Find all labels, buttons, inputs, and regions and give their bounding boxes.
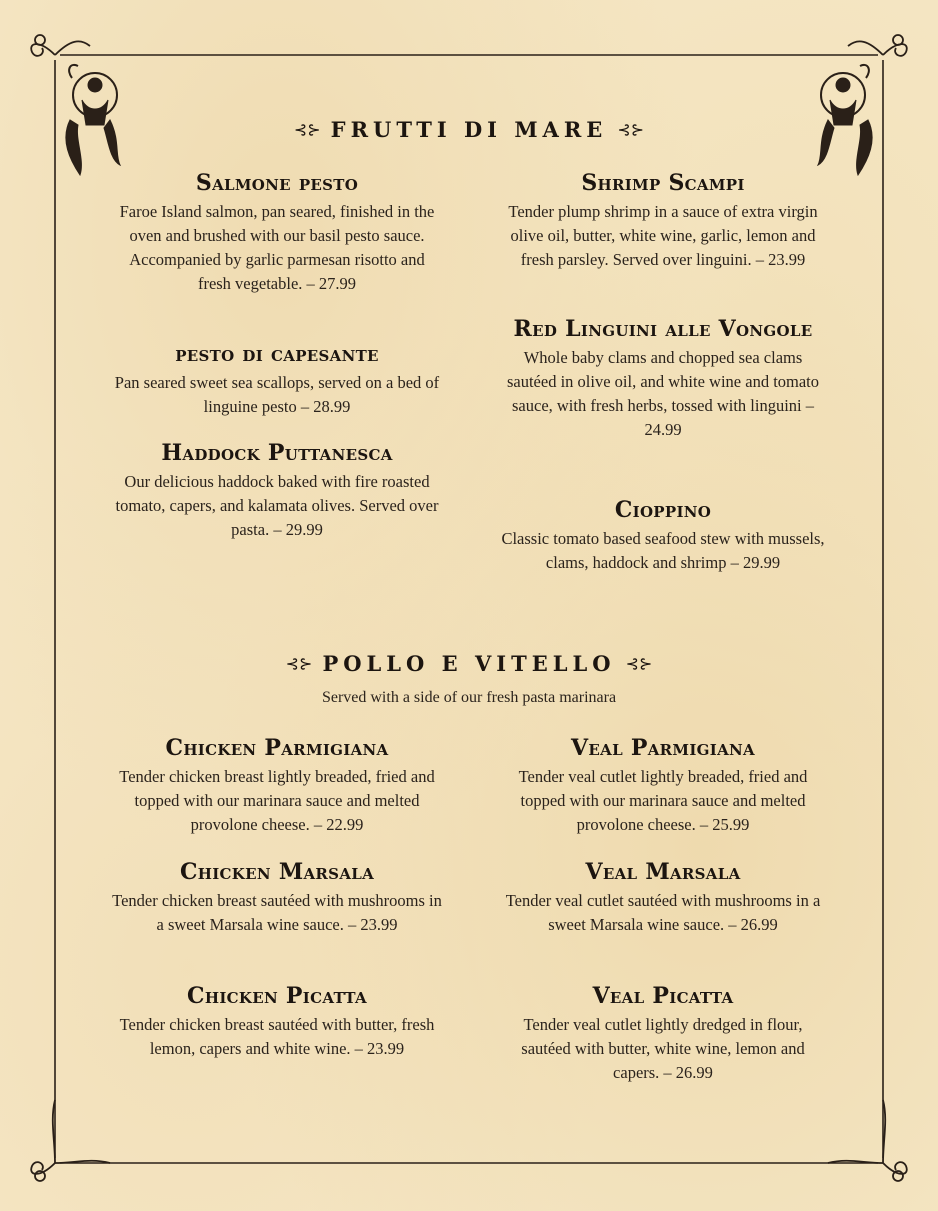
dish-name: Haddock Puttanesca — [161, 440, 393, 466]
dish-description: Tender plump shrimp in a sauce of extra virgin olive oil, butter, white wine, garlic, lemon and fresh parsley. Served over linguini. – 23.99 — [508, 202, 818, 269]
menu-item — [112, 980, 442, 1061]
menu-item — [498, 980, 828, 1085]
menu-item — [498, 494, 828, 575]
dish-name: pesto di capesante — [175, 341, 379, 367]
section-subtitle: Served with a side of our fresh pasta marinara — [321, 689, 617, 706]
section-heading-pollo-e-vitello: ⊰⊱ POLLO E VITELLO ⊰⊱ — [285, 651, 653, 676]
dish-description: Classic tomato based seafood stew with mussels, clams, haddock and shrimp – 29.99 — [501, 529, 825, 572]
dish-description: Tender chicken breast sautéed with mushrooms in a sweet Marsala wine sauce. – 23.99 — [112, 891, 442, 934]
dish-name: Salmone pesto — [195, 170, 359, 196]
dish-description: Pan seared sweet sea scallops, served on a bed of linguine pesto – 28.99 — [114, 373, 440, 416]
menu-item — [498, 856, 828, 937]
menu-item — [498, 732, 828, 837]
section-heading-frutti-di-mare: ⊰⊱ FRUTTI DI MARE ⊰⊱ — [293, 117, 645, 142]
ornament-left-icon: ⊰⊱ — [285, 654, 313, 673]
dish-description: Tender veal cutlet sautéed with mushrooms in a sweet Marsala wine sauce. – 26.99 — [505, 891, 821, 934]
dish-description: Faroe Island salmon, pan seared, finished in the oven and brushed with our basil pesto sauce. Accompanied by garlic parmesan risotto and fresh vegetable. – 27.99 — [119, 202, 435, 293]
dish-description: Our delicious haddock baked with fire roasted tomato, capers, and kalamata olives. Served over pasta. – 29.99 — [115, 472, 439, 539]
corner-flourish-bottom-left — [31, 1100, 110, 1181]
dish-name: Shrimp Scampi — [581, 170, 745, 196]
dish-name: Veal Marsala — [585, 859, 741, 885]
dish-name: Chicken Parmigiana — [165, 735, 389, 761]
ornament-right-icon: ⊰⊱ — [625, 654, 653, 673]
dish-name: Cioppino — [614, 497, 712, 523]
dish-name: Chicken Marsala — [179, 859, 375, 885]
corner-flourish-top-right — [848, 35, 907, 56]
corner-flourish-bottom-right — [828, 1100, 907, 1181]
dish-description: Tender chicken breast lightly breaded, fried and topped with our marinara sauce and melted provolone cheese. – 22.99 — [119, 767, 435, 834]
menu-item — [112, 338, 442, 419]
menu-item — [112, 856, 442, 937]
dish-name: Veal Parmigiana — [571, 735, 755, 761]
menu-item — [112, 437, 442, 542]
dish-name: Red Linguini alle Vongole — [513, 316, 813, 342]
menu-item — [112, 167, 442, 296]
dish-name: Veal Picatta — [592, 983, 734, 1009]
dish-name: Chicken Picatta — [187, 983, 367, 1009]
ornament-right-icon: ⊰⊱ — [617, 120, 645, 139]
dish-description: Whole baby clams and chopped sea clams sautéed in olive oil, and white wine and tomato sauce, with fresh herbs, tossed with linguini – 24.99 — [506, 348, 820, 439]
menu-item — [498, 167, 828, 272]
menu-item — [498, 313, 828, 442]
dish-description: Tender veal cutlet lightly breaded, fried and topped with our marinara sauce and melted provolone cheese. – 25.99 — [518, 767, 808, 834]
dish-description: Tender chicken breast sautéed with butter, fresh lemon, capers and white wine. – 23.99 — [119, 1015, 435, 1058]
menu-item — [112, 732, 442, 837]
ornament-left-icon: ⊰⊱ — [293, 120, 321, 139]
corner-flourish-top-left — [31, 35, 90, 56]
dish-description: Tender veal cutlet lightly dredged in flour, sautéed with butter, white wine, lemon and capers. – 26.99 — [521, 1015, 805, 1082]
